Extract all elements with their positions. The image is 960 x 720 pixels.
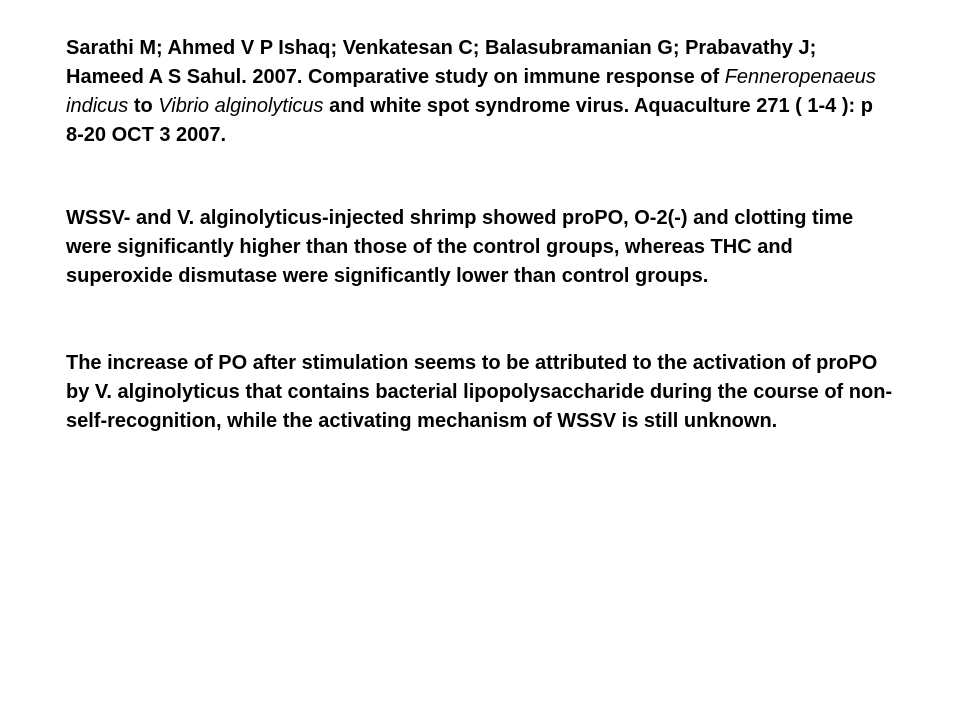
citation-source: and white spot syndrome virus. Aquaculture 271 ( 1-4 ): p 8-20 OCT 3 2007. bbox=[66, 95, 873, 146]
citation-species: Fenneropenaeus indicus bbox=[66, 66, 876, 117]
citation-authors-title: Sarathi M; Ahmed V P Ishaq; Venkatesan C; Balasubramanian G; Prabavathy J; Hameed A S Sahul. 2007. Comparative study on immune response of bbox=[66, 37, 817, 88]
citation-paragraph bbox=[66, 34, 896, 150]
finding-paragraph-1: WSSV- and V. alginolyticus-injected shrimp showed proPO, O-2(-) and clotting time were significantly higher than those of the control groups, whereas THC and superoxide dismutase were significantly lower than control groups. bbox=[66, 207, 854, 287]
finding-paragraph-2: The increase of PO after stimulation seems to be attributed to the activation of proPO by V. alginolyticus that contains bacterial lipopolysaccharide during the course of non-self-recognition, while the activating mechanism of WSSV is still unknown. bbox=[66, 352, 893, 432]
citation-connector: to bbox=[128, 95, 159, 117]
citation-pathogen: Vibrio alginolyticus bbox=[158, 95, 324, 117]
